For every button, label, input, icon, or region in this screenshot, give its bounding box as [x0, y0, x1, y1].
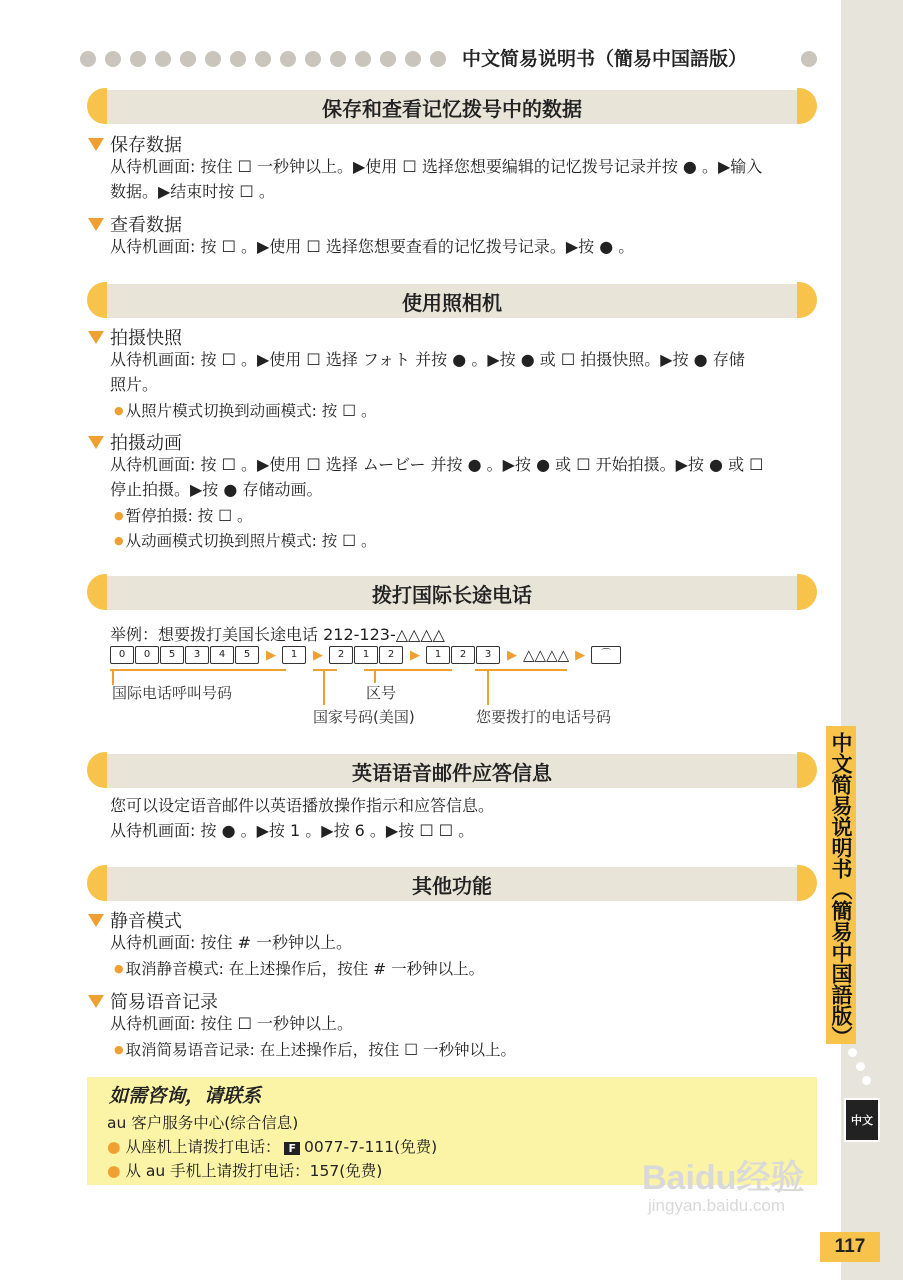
section-banner-other: 其他功能	[87, 865, 817, 901]
dial-sequence	[110, 646, 622, 664]
subheading-video: 拍摄动画	[88, 429, 182, 455]
subheading-photo: 拍摄快照	[88, 324, 182, 350]
arrow-icon: ▶	[410, 647, 420, 663]
side-strip	[841, 0, 903, 1280]
photo-instructions: 从待机画面: 按 ☐ 。▶使用 ☐ 选择 フォト 并按 ● 。▶按 ● 或 ☐ 拍摄快照。▶按 ● 存储 照片。	[110, 350, 745, 394]
silent-instructions: 从待机画面: 按住 # 一秒钟以上。	[110, 933, 353, 952]
section-banner-intl: 拨打国际长途电话	[87, 574, 817, 610]
underline-intl	[110, 669, 286, 671]
intl-example: 举例：想要拨打美国长途电话 212-123-△△△△	[110, 625, 445, 644]
voicemail-instructions: 您可以设定语音邮件以英语播放操作指示和应答信息。 从待机画面: 按 ● 。▶按 1 。▶按 6 。▶按 ☐ ☐ 。	[110, 796, 495, 840]
label-country-code: 国家号码(美国)	[313, 708, 415, 726]
underline-area	[364, 669, 452, 671]
key-3: 3	[185, 646, 209, 664]
subheading-view: 查看数据	[88, 211, 182, 237]
header-dot-end	[801, 51, 817, 67]
page-number: 117	[820, 1232, 880, 1262]
key-1: 1	[354, 646, 378, 664]
contact-mobile: ● 从 au 手机上请拨打电话：157(免费)	[107, 1162, 383, 1180]
section-banner-memory: 保存和查看记忆拨号中的数据	[87, 88, 817, 124]
leader-area	[374, 669, 376, 683]
key-1: 1	[426, 646, 450, 664]
save-instructions: 从待机画面: 按住 ☐ 一秒钟以上。▶使用 ☐ 选择您想要编辑的记忆拨号记录并按 ● 。▶输入 数据。▶结束时按 ☐ 。	[110, 157, 763, 201]
underline-country	[313, 669, 337, 671]
arrow-icon: ▶	[313, 647, 323, 663]
silent-note: ● 取消静音模式: 在上述操作后，按住 # 一秒钟以上。	[114, 957, 484, 979]
label-phone-number: 您要拨打的电话号码	[476, 708, 612, 726]
arrow-icon: ▶	[575, 647, 586, 663]
leader-number	[487, 669, 489, 705]
label-intl-code: 国际电话呼叫号码	[112, 684, 233, 702]
key-5: 5	[235, 646, 259, 664]
memo-instructions: 从待机画面: 按住 ☐ 一秒钟以上。	[110, 1014, 353, 1033]
subheading-memo: 简易语音记录	[88, 988, 218, 1014]
key-2: 2	[451, 646, 475, 664]
key-0: 0	[110, 646, 134, 664]
header-dots	[80, 51, 446, 67]
key-5: 5	[160, 646, 184, 664]
subheading-silent: 静音模式	[88, 907, 182, 933]
view-instructions: 从待机画面: 按 ☐ 。▶使用 ☐ 选择您想要查看的记忆拨号记录。▶按 ● 。	[110, 237, 635, 256]
contact-title: 如需咨询，请联系	[109, 1085, 262, 1107]
memo-note: ● 取消简易语音记录: 在上述操作后，按住 ☐ 一秒钟以上。	[114, 1038, 516, 1060]
section-banner-voicemail: 英语语音邮件应答信息	[87, 752, 817, 788]
arrow-icon: ▶	[507, 647, 517, 663]
photo-note: ● 从照片模式切换到动画模式: 按 ☐ 。	[114, 399, 377, 421]
video-instructions: 从待机画面: 按 ☐ 。▶使用 ☐ 选择 ムービー 并按 ● 。▶按 ● 或 ☐ 开始拍摄。▶按 ● 或 ☐ 停止拍摄。▶按 ● 存储动画。	[110, 455, 764, 499]
free-dial-icon: F	[284, 1142, 300, 1155]
key-0: 0	[135, 646, 159, 664]
watermark: Baidu经验 jingyan.baidu.com	[642, 1159, 805, 1215]
section-banner-camera: 使用照相机	[87, 282, 817, 318]
language-tab[interactable]: 中文	[844, 1098, 880, 1142]
subheading-save: 保存数据	[88, 131, 182, 157]
key-2: 2	[379, 646, 403, 664]
running-header: 中文简易说明书（簡易中国語版）	[462, 48, 748, 70]
number-placeholder: △△△△	[523, 646, 570, 664]
key-1: 1	[282, 646, 306, 664]
key-3: 3	[476, 646, 500, 664]
arrow-icon: ▶	[266, 647, 276, 663]
key-4: 4	[210, 646, 234, 664]
label-area-code: 区号	[366, 684, 397, 702]
call-key-icon: ⌒	[591, 646, 621, 664]
contact-center: au 客户服务中心(综合信息)	[107, 1114, 299, 1132]
side-title: 中文简易说明书（簡易中国語版）	[826, 726, 856, 1044]
contact-landline: ● 从座机上请拨打电话： F 0077-7-111(免费)	[107, 1138, 438, 1156]
key-2: 2	[329, 646, 353, 664]
leader-country	[323, 669, 325, 705]
video-note-pause: ● 暂停拍摄: 按 ☐ 。	[114, 504, 253, 526]
video-note-switch: ● 从动画模式切换到照片模式: 按 ☐ 。	[114, 529, 377, 551]
